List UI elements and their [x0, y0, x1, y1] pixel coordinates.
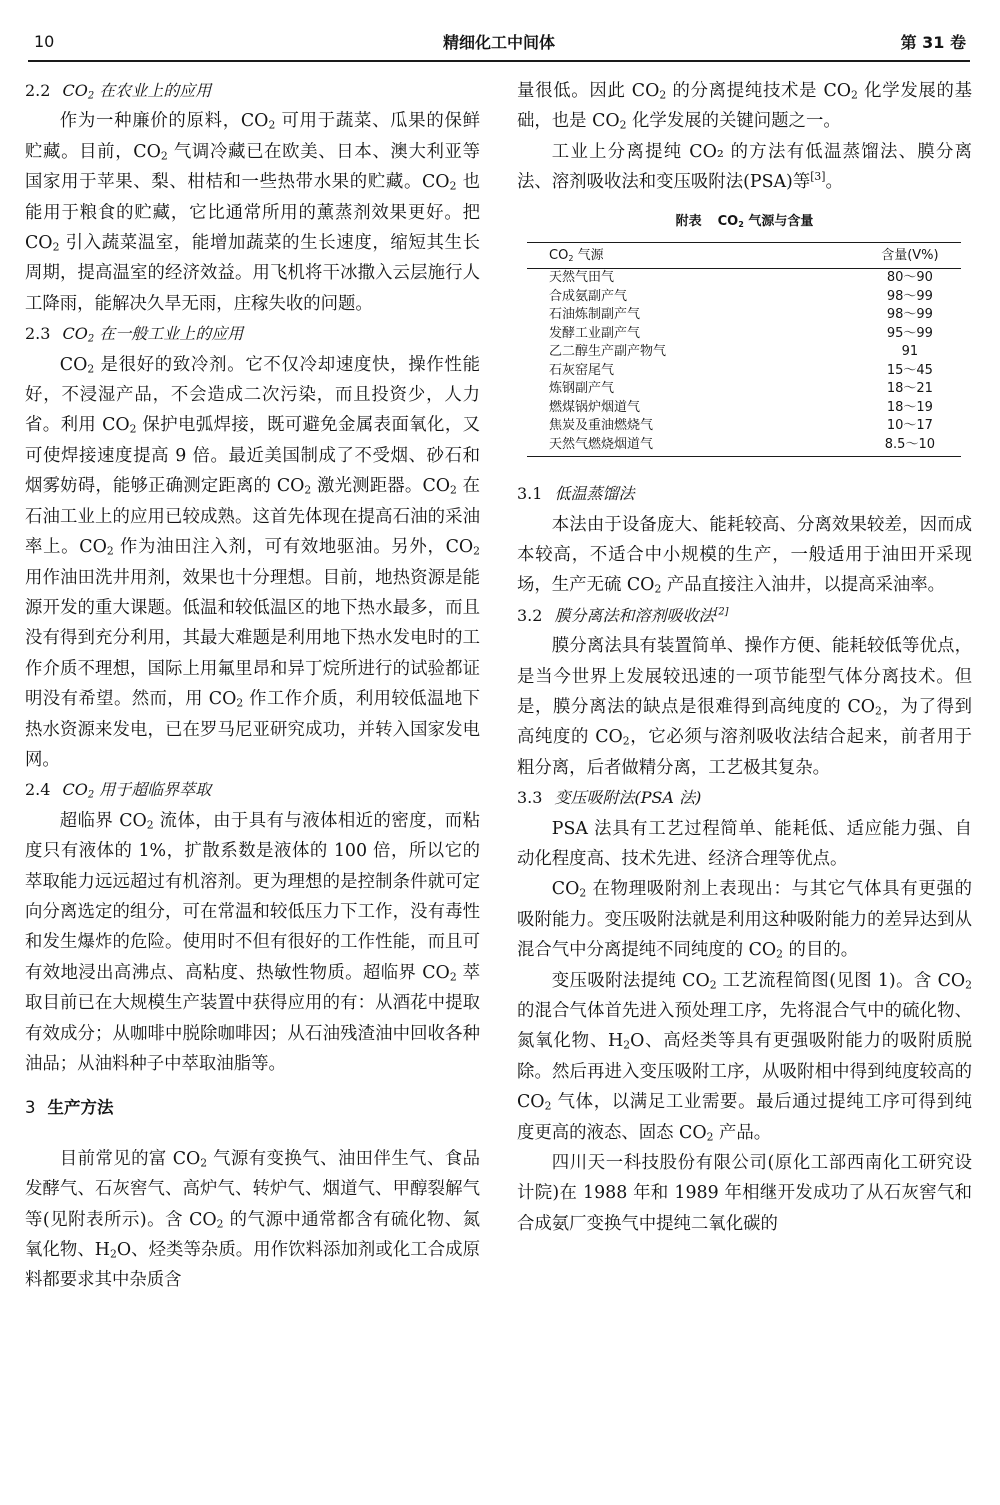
cell-source: 焦炭及重油燃烧气	[549, 418, 654, 434]
table-row	[527, 417, 961, 436]
paragraph-separation-methods: 工业上分离提纯 CO₂ 的方法有低温蒸馏法、膜分离法、溶剂吸收法和变压吸附法(PSA)等[3]。	[517, 141, 972, 193]
table-row	[527, 269, 961, 288]
cell-content: 10～17	[886, 418, 933, 434]
paragraph-production-methods: 目前常见的富 $CO_2$ 气源有变换气、油田伴生气、食品发酵气、石灰窖气、高炉气、转炉气、烟道气、甲醇裂解气等(见附表所示)。含 $CO_2$ 的气源中通常都含有硫化物、氮氧化物、$H_2O$、烃类等杂质。用作饮料添加剂或化工合成原料都要求其中杂质含	[25, 1148, 481, 1291]
cell-source: 合成氨副产气	[549, 288, 628, 304]
table-row	[527, 380, 961, 399]
paragraph-cryogenic-distillation: 本法由于设备庞大、能耗较高、分离效果较差，因而成本较高，不适合中小规模的生产，一般适用于油田开采现场，生产无硫 $CO_2$ 产品直接注入油井，以提高采油率。	[517, 514, 972, 597]
journal-name: 精细化工中间体	[442, 33, 555, 52]
cell-source: 天然气燃烧烟道气	[527, 436, 693, 457]
section-heading-3-3: 3.3 变压吸附法(PSA 法)	[517, 788, 702, 808]
paragraph-company-development: 四川天一科技股份有限公司(原化工部西南化工研究设计院)在 1988 年和 1989 年相继开发成功了从石灰窖气和合成氨厂变换气中提纯二氧化碳的	[517, 1153, 972, 1234]
section-heading-2-2: 2.2 $CO_2$ 在农业上的应用	[25, 81, 212, 102]
cell-source: 炼钢副产气	[549, 381, 615, 397]
cell-content: 18～19	[886, 399, 933, 415]
cell-content: 91	[901, 344, 919, 360]
table-row	[527, 288, 961, 307]
section-heading-2-4: 2.4 $CO_2$ 用于超临界萃取	[25, 780, 212, 801]
paragraph-supercritical-extraction: 超临界 $CO_2$ 流体，由于具有与液体相近的密度，而粘度只有液体的 1%，扩散系数是液体的 100 倍，所以它的萃取能力远远超过有机溶剂。更为理想的是控制条件就可定向分离选定的组分，可在常温和较低压力下工作，没有毒性和发生爆炸的危险。使用时不但有很好的工作性能，而且可有效地浸出高沸点、高粘度、热敏性物质。超临界 $CO_2$ 萃取目前已在大规模生产装置中获得应用的有：从酒花中提取有效成分；从咖啡中脱除咖啡因；从石油残渣油中回收各种油品；从油料种子中萃取油脂等。	[25, 810, 481, 1074]
paragraph-psa-principle: $CO_2$ 在物理吸附剂上表现出：与其它气体具有更强的吸附能力。变压吸附法就是利用这种吸附能力的差异达到从混合气中分离提纯不同纯度的 $CO_2$ 的目的。	[517, 879, 972, 961]
cell-source: 石油炼制副产气	[549, 307, 641, 323]
cell-source: 乙二醇生产副产物气	[549, 344, 667, 360]
left-column	[25, 76, 480, 1296]
cell-content: 15～45	[886, 362, 933, 378]
cell-content: 95～99	[886, 325, 933, 341]
page-number: 10	[34, 32, 55, 51]
table-caption: 附表 $CO_2$ 气源与含量	[675, 213, 814, 229]
cell-source: 发酵工业副产气	[549, 325, 641, 341]
paragraph-membrane-separation: 膜分离法具有装置简单、操作方便、能耗较低等优点，是当今世界上发展较迅速的一项节能型气体分离技术。但是，膜分离法的缺点是很难得到高纯度的 $CO_2$，为了得到高纯度的 $CO_2$，它必须与溶剂吸收法结合起来，前者用于粗分离，后者做精分离，工艺极其复杂。	[517, 636, 972, 778]
right-column	[517, 76, 972, 1239]
cell-source: 天然气田气	[549, 270, 615, 286]
cell-content: 98～99	[886, 288, 933, 304]
co2-source-table	[527, 242, 961, 458]
citation-3: [3]	[810, 170, 826, 184]
section-heading-3: 3 生产方法	[25, 1098, 114, 1118]
table-row	[527, 399, 961, 418]
cell-content: 98～99	[886, 307, 933, 323]
paragraph-agriculture: 作为一种廉价的原料，$CO_2$ 可用于蔬菜、瓜果的保鲜贮藏。目前，$CO_2$ 气调冷藏已在欧美、日本、澳大利亚等国家用于苹果、梨、柑桔和一些热带水果的贮藏。$CO_2$ 也能用于粮食的贮藏，它比通常所用的薰蒸剂效果更好。把 $CO_2$ 引入蔬菜温室，能增加蔬菜的生长速度，缩短其生长周期，提高温室的经济效益。用飞机将干冰撒入云层施行人工降雨，能解决久旱无雨，庄稼失收的问题。	[25, 111, 480, 314]
table-row	[527, 325, 961, 344]
running-header	[28, 24, 970, 62]
column-header-content: 含量(V%)	[693, 242, 961, 269]
table-row	[527, 362, 961, 381]
table-row	[527, 343, 961, 362]
paragraph-general-industry: $CO_2$ 是很好的致冷剂。它不仅冷却速度快，操作性能好，不浸湿产品，不会造成二次污染，而且投资少，人力省。利用 $CO_2$ 保护电弧焊接，既可避免金属表面氧化，又可使焊接速度提高 9 倍。最近美国制成了不受烟、砂石和烟雾妨碍，能够正确测定距离的 $CO_2$ 激光测距器。$CO_2$ 在石油工业上的应用已较成熟。这首先体现在提高石油的采油率上。$CO_2$ 作为油田注入剂，可有效地驱油。另外，$CO_2$ 用作油田洗井用剂，效果也十分理想。目前，地热资源是能源开发的重大课题。低温和较低温区的地下热水最多，而且没有得到充分利用，其最大难题是利用地下热水发电时的工作介质不理想，国际上用氟里昂和异丁烷所进行的试验都证明没有希望。然而，用 $CO_2$ 作工作介质，利用较低温地下热水资源来发电，已在罗马尼亚研究成功，并转入国家发电网。	[25, 354, 481, 770]
paragraph-continued: 量很低。因此 $CO_2$ 的分离提纯技术是 $CO_2$ 化学发展的基础，也是 $CO_2$ 化学发展的关键问题之一。	[517, 81, 972, 133]
table-row	[527, 306, 961, 325]
cell-content: 18～21	[886, 381, 933, 397]
citation-2: [2]	[714, 606, 729, 618]
column-header-source: $CO_2$ 气源	[527, 242, 693, 269]
paragraph-psa-advantages: PSA 法具有工艺过程简单、能耗低、适应能力强、自动化程度高、技术先进、经济合理等优点。	[517, 818, 972, 869]
paragraph-psa-process: 变压吸附法提纯 $CO_2$ 工艺流程简图(见图 1)。含 $CO_2$ 的混合气体首先进入预处理工序，先将混合气中的硫化物、氮氧化物、$H_2O$、高烃类等具有更强吸附能力的吸附质脱除。然后再进入变压吸附工序，从吸附相中得到纯度较高的 $CO_2$ 气体，以满足工业需要。最后通过提纯工序可得到纯度更高的液态、固态 $CO_2$ 产品。	[517, 970, 973, 1144]
volume-label: 第 31 卷	[900, 33, 966, 52]
section-heading-2-3: 2.3 $CO_2$ 在一般工业上的应用	[25, 324, 244, 345]
section-heading-3-2: 3.2 膜分离法和溶剂吸收法[2]	[517, 605, 729, 625]
cell-content: 8.5～10	[693, 436, 961, 457]
cell-source: 燃煤锅炉烟道气	[549, 399, 641, 415]
cell-content: 80～90	[886, 270, 933, 286]
cell-source: 石灰窑尾气	[549, 362, 615, 378]
table-row	[527, 436, 961, 457]
section-heading-3-1: 3.1 低温蒸馏法	[517, 484, 635, 504]
